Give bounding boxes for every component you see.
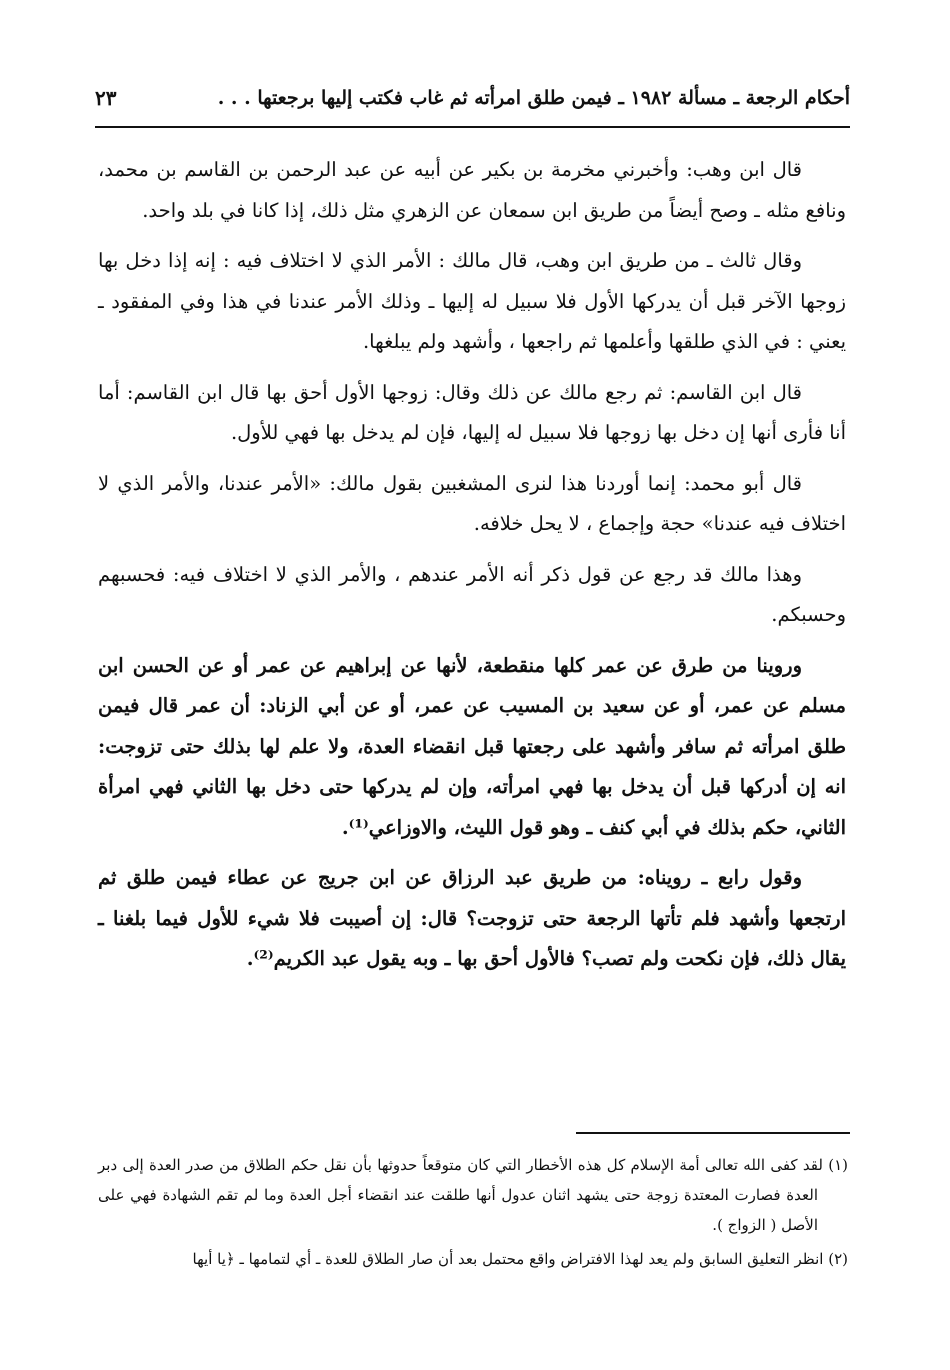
paragraph: وروينا من طرق عن عمر كلها منقطعة، لأنها عن إبراهيم عن عمر أو عن الحسن ابن مسلم عن عمر، أو عن سعيد بن المسيب عن عمر، أو عن أبي الزناد: أن عمر قال فيمن طلق امرأته ثم سافر وأشهد على رجعتها قبل انقضاء العدة، ولا علم لها بذلك حتى تزوجت: انه إن أدركها قبل أن يدخل بها فهي امرأته، وإن لم يدركها حتى دخل بها الثاني فهي امرأة الثاني، حكم بذلك في أبي كنف ـ وهو قول الليث، والاوزاعي⁽¹⁾. bbox=[98, 653, 846, 839]
paragraph: قال أبو محمد: إنما أوردنا هذا لنرى المشغبين بقول مالك: «الأمر عندنا، والأمر الذي لا اختلاف فيه عندنا» حجة وإجماع ، لا يحل خلافه. bbox=[98, 471, 846, 535]
running-title: أحكام الرجعة ـ مسألة ١٩٨٢ ـ فيمن طلق امرأته ثم غاب فكتب إليها برجعتها . . . bbox=[217, 87, 850, 109]
header-divider bbox=[95, 126, 850, 128]
main-text bbox=[98, 150, 846, 990]
footnote-divider bbox=[576, 1132, 850, 1134]
footnotes bbox=[98, 1150, 848, 1278]
paragraph: وهذا مالك قد رجع عن قول ذكر أنه الأمر عندهم ، والأمر الذي لا اختلاف فيه: فحسبهم وحسبكم. bbox=[98, 562, 846, 626]
footnote: (١) لقد كفى الله تعالى أمة الإسلام كل هذه الأخطار التي كان متوقعاً حدوثها بأن نقل حكم الطلاق من صدر العدة إلى دبر العدة فصارت المعتدة زوجة حتى يشهد اثنان عدول أنها طلقت عند انقضاء أجل العدة وما لم تقم الشهادة فهي على الأصل ( الزواج ). bbox=[98, 1156, 848, 1234]
paragraph: وقال ثالث ـ من طريق ابن وهب، قال مالك : الأمر الذي لا اختلاف فيه : إنه إذا دخل بها زوجها الآخر قبل أن يدركها الأول فلا سبيل له إليها ـ وذلك الأمر عندنا في هذا وفي المفقود ـ يعني : في الذي طلقها وأعلمها ثم راجعها ، وأشهد ولم يبلغها. bbox=[98, 249, 846, 353]
page-number: ٢٣ bbox=[95, 86, 117, 110]
paragraph: قال ابن القاسم: ثم رجع مالك عن ذلك وقال: زوجها الأول أحق بها قال ابن القاسم: أما أنا فأرى أنها إن دخل بها زوجها فلا سبيل له إليها، فإن لم يدخل بها فهي للأول. bbox=[98, 380, 846, 444]
paragraph: قال ابن وهب: وأخبرني مخرمة بن بكير عن أبيه عن عبد الرحمن بن القاسم بن محمد، ونافع مثله ـ وصح أيضاً من طريق ابن سمعان عن الزهري مثل ذلك، إذا كانا في بلد واحد. bbox=[98, 158, 846, 222]
footnote: (٢) انظر التعليق السابق ولم يعد لهذا الافتراض واقع محتمل بعد أن صار الطلاق للعدة ـ أي لتمامها ـ ﴿يا أيها bbox=[192, 1250, 848, 1268]
running-header bbox=[95, 78, 850, 118]
paragraph: وقول رابع ـ رويناه: من طريق عبد الرزاق عن ابن جريج عن عطاء فيمن طلق ثم ارتجعها وأشهد فلم تأتها الرجعة حتى تزوجت؟ قال: إن أصيبت فلا شيء للأول فيما بلغنا ـ يقال ذلك، فإن نكحت ولم تصب؟ فالأول أحق بها ـ وبه يقول عبد الكريم⁽²⁾. bbox=[98, 866, 846, 970]
